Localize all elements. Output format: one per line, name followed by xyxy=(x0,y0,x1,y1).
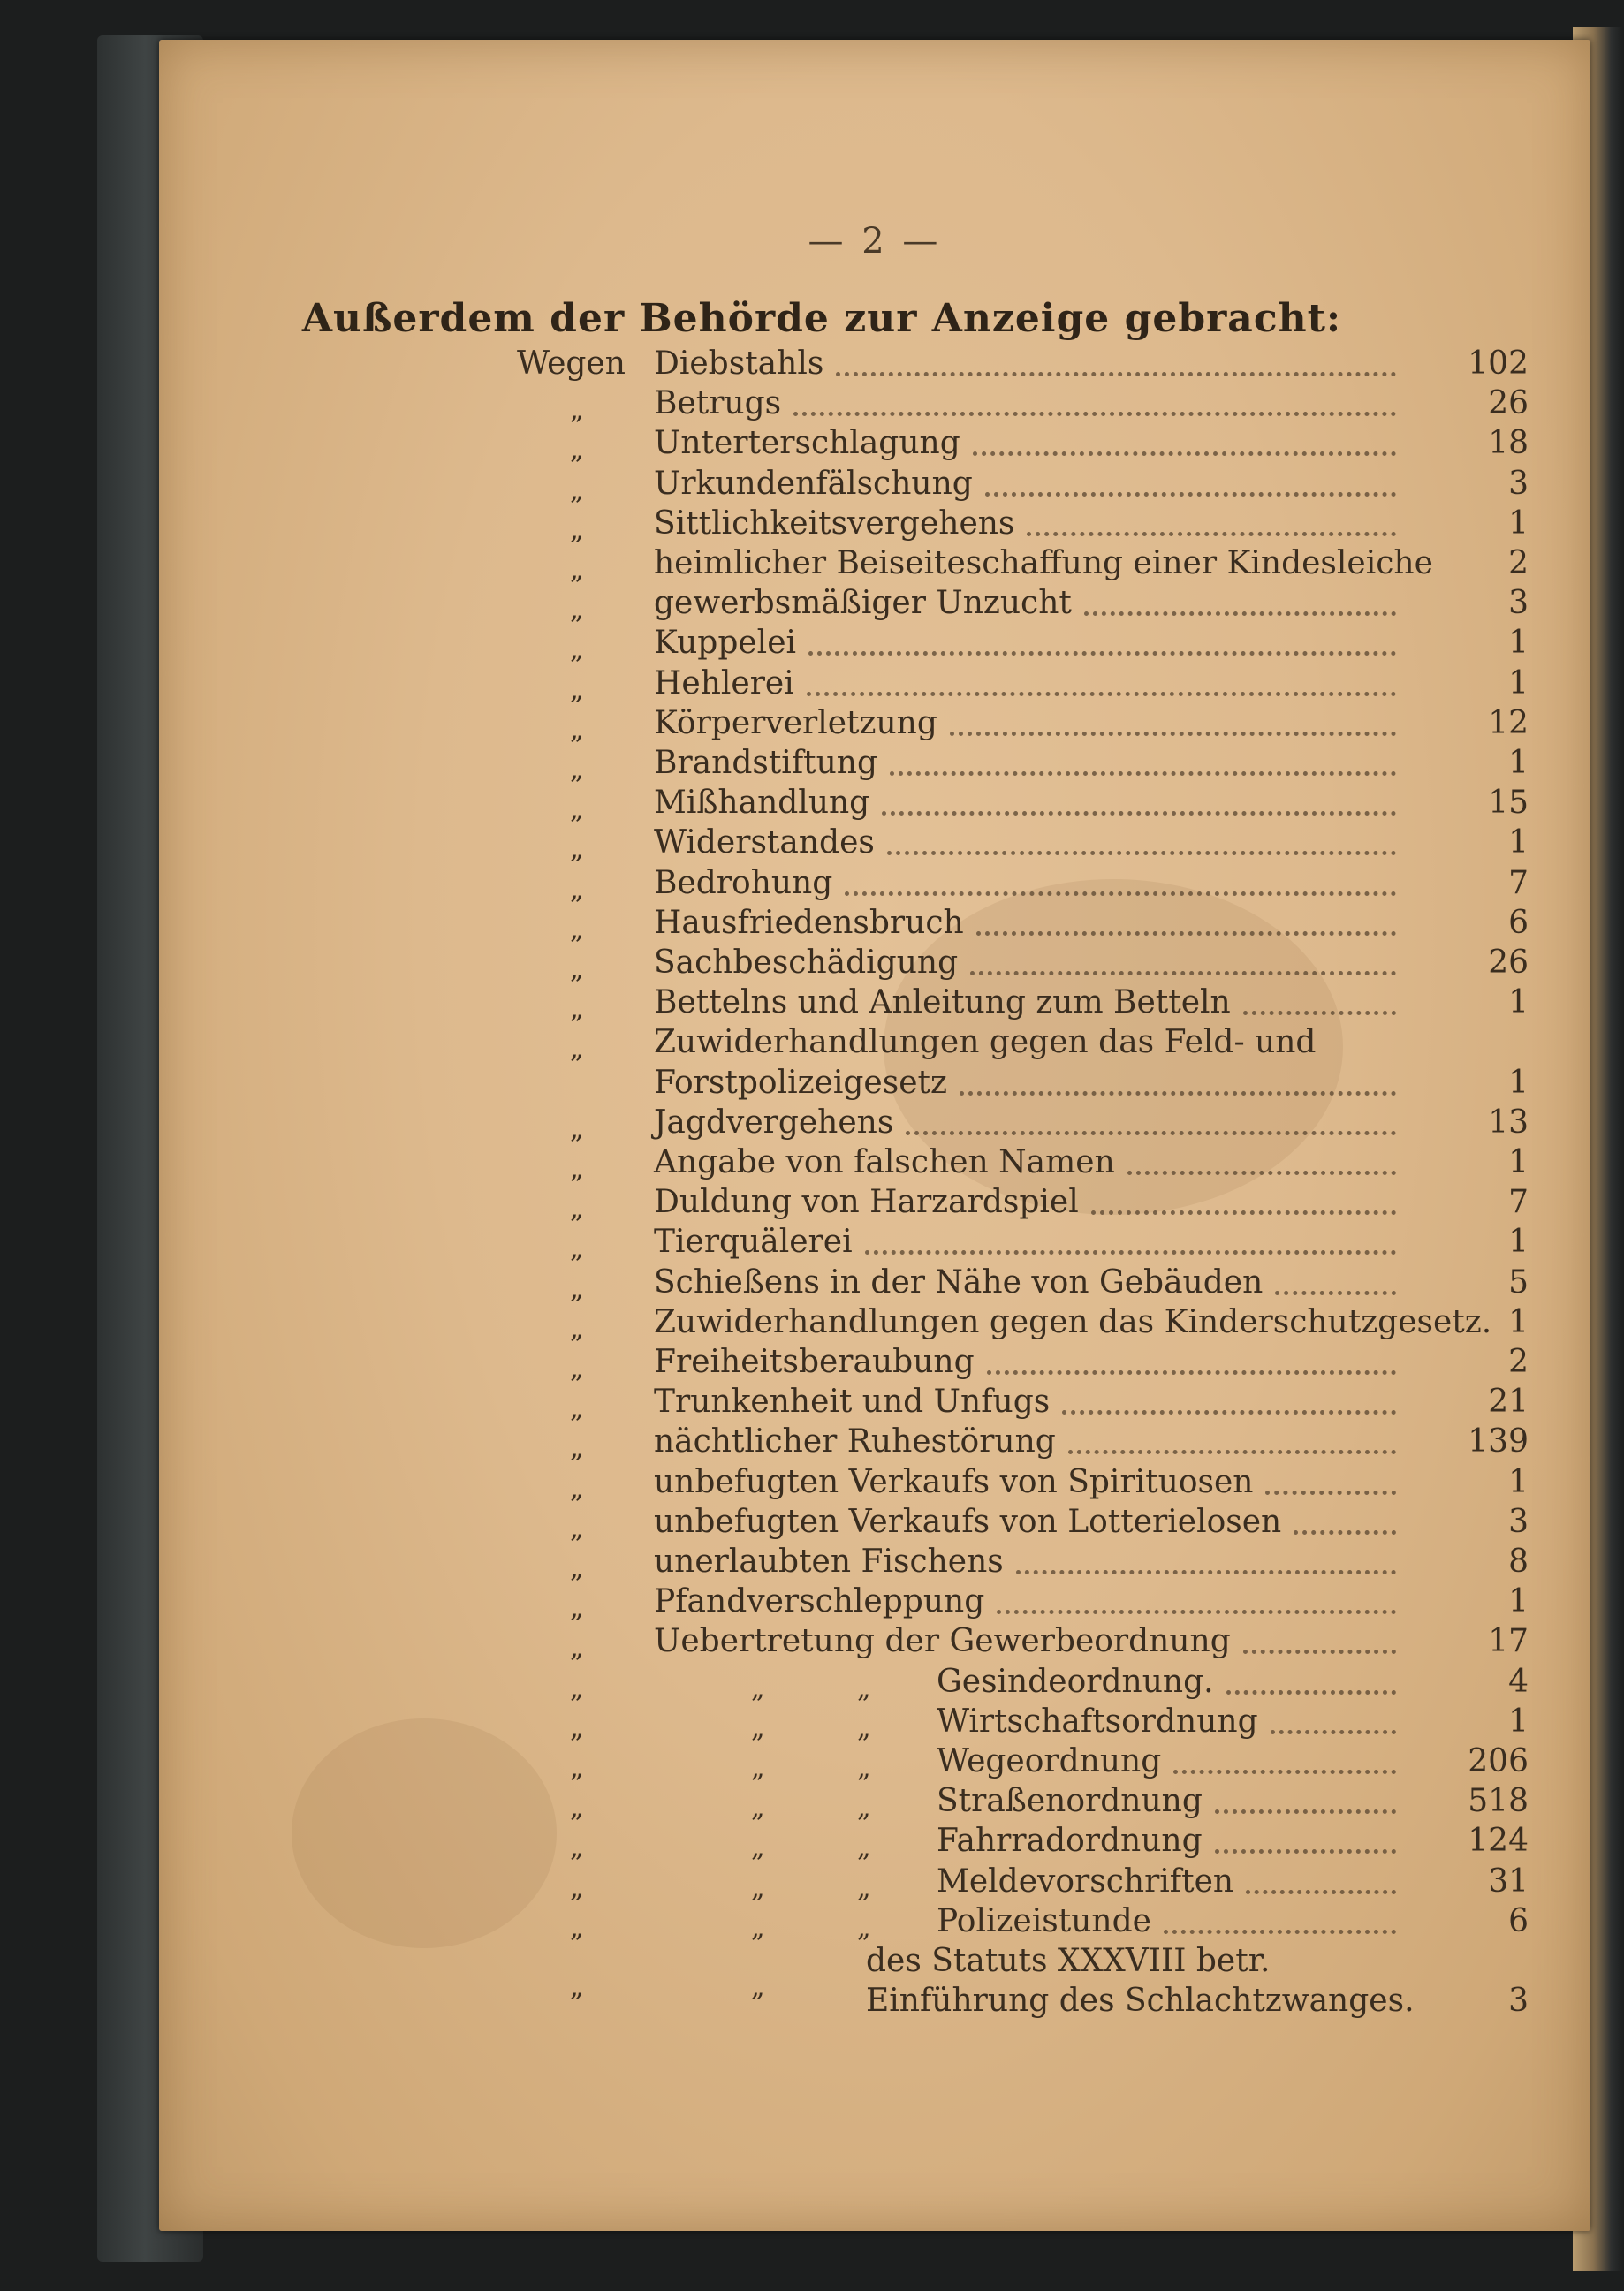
count-value: 1 xyxy=(1508,1703,1529,1740)
offense-label: Trunkenheit und Unfugs xyxy=(654,1384,1051,1421)
ditto-mark: „ xyxy=(751,1712,765,1744)
count-value: 5 xyxy=(1508,1263,1529,1301)
ordinance-label: Meldevorschriften xyxy=(937,1862,1234,1900)
dot-leader xyxy=(985,458,1396,497)
ditto-mark: „ xyxy=(570,714,584,746)
offense-label: Sachbeschädigung xyxy=(654,944,959,981)
count-value: 3 xyxy=(1508,585,1529,622)
dot-leader xyxy=(807,657,1396,696)
ditto-mark: „ xyxy=(570,1673,584,1704)
page-heading: Außerdem der Behörde zur Anzeige gebracht: xyxy=(301,296,1342,341)
dot-leader xyxy=(1173,1735,1396,1774)
dot-leader xyxy=(1215,1815,1396,1854)
count-value: 1 xyxy=(1508,745,1529,781)
ditto-mark: „ xyxy=(570,1513,584,1544)
offense-label: Hausfriedensbruch xyxy=(654,904,964,941)
ditto-mark: „ xyxy=(570,755,584,785)
ditto-mark: „ xyxy=(857,1673,871,1704)
offense-label: Bedrohung xyxy=(654,864,833,901)
count-value: 3 xyxy=(1508,465,1529,502)
ditto-mark: „ xyxy=(570,555,584,586)
dot-leader xyxy=(1027,497,1396,536)
count-value: 7 xyxy=(1508,864,1529,901)
dot-leader xyxy=(1084,577,1396,616)
dot-leader xyxy=(987,1336,1396,1375)
dot-leader xyxy=(1246,1855,1396,1894)
count-value: 1 xyxy=(1508,504,1529,542)
ditto-mark: „ xyxy=(570,1553,584,1584)
count-value: 21 xyxy=(1488,1384,1529,1421)
ditto-mark: „ xyxy=(751,1972,765,2003)
offense-label: Zuwiderhandlungen gegen das Kinderschutzgesetz. xyxy=(654,1303,1492,1340)
count-value: 4 xyxy=(1508,1663,1529,1700)
ditto-mark: „ xyxy=(570,1832,584,1864)
dot-leader xyxy=(906,1096,1396,1135)
count-value: 18 xyxy=(1488,425,1529,462)
count-value: 1 xyxy=(1508,1064,1529,1101)
offense-label-continued: Forstpolizeigesetz xyxy=(654,1064,947,1101)
offense-label: Betrugs xyxy=(654,385,782,422)
count-value: 2 xyxy=(1508,1344,1529,1380)
ditto-mark: „ xyxy=(751,1832,765,1864)
dot-leader xyxy=(973,417,1396,456)
offense-label: Mißhandlung xyxy=(654,785,870,822)
ditto-mark: „ xyxy=(570,1354,584,1384)
dot-leader xyxy=(997,1575,1396,1614)
ditto-mark: „ xyxy=(570,435,584,467)
page-number: — 2 — xyxy=(808,221,942,262)
ditto-mark: „ xyxy=(570,674,584,706)
offense-label: Jagdvergehens xyxy=(654,1104,894,1141)
dot-leader xyxy=(1294,1496,1396,1535)
offense-label: Sittlichkeitsvergehens xyxy=(654,504,1015,542)
count-value: 206 xyxy=(1468,1743,1529,1779)
dot-leader xyxy=(1091,1176,1396,1215)
offense-label: Pfandverschleppung xyxy=(654,1583,985,1620)
count-value: 8 xyxy=(1508,1544,1529,1580)
dot-leader xyxy=(960,1057,1396,1096)
ditto-mark: „ xyxy=(570,1154,584,1185)
ditto-mark: „ xyxy=(570,1712,584,1744)
count-value: 13 xyxy=(1488,1104,1529,1141)
offense-label: Widerstandes xyxy=(654,824,875,861)
offense-label: Brandstiftung xyxy=(654,745,878,781)
ditto-mark: „ xyxy=(857,1793,871,1824)
dot-leader xyxy=(1243,976,1396,1015)
ditto-mark: „ xyxy=(857,1753,871,1784)
offense-label: gewerbsmäßiger Unzucht xyxy=(654,585,1072,622)
dot-leader xyxy=(1062,1376,1396,1415)
dot-leader xyxy=(950,697,1396,736)
ditto-mark: „ xyxy=(570,1233,584,1265)
offense-label: unbefugten Verkaufs von Spirituosen xyxy=(654,1463,1254,1500)
offense-label: Duldung von Harzardspiel xyxy=(654,1184,1079,1221)
count-value: 2 xyxy=(1508,545,1529,581)
count-value: 7 xyxy=(1508,1184,1529,1221)
dot-leader xyxy=(865,1216,1396,1255)
ditto-mark: „ xyxy=(570,1273,584,1305)
offense-label: Schießens in der Nähe von Gebäuden xyxy=(654,1263,1264,1301)
row-prefix: Wegen xyxy=(517,345,626,382)
ditto-mark: „ xyxy=(751,1793,765,1824)
ditto-mark: „ xyxy=(570,994,584,1026)
ditto-mark: „ xyxy=(570,834,584,866)
ditto-mark: „ xyxy=(570,634,584,666)
ditto-mark: „ xyxy=(570,1972,584,2003)
ditto-mark: „ xyxy=(570,1593,584,1625)
ditto-mark: „ xyxy=(570,1633,584,1665)
ditto-mark: „ xyxy=(570,1393,584,1425)
offense-label: Urkundenfälschung xyxy=(654,465,973,502)
dot-leader xyxy=(1271,1695,1396,1734)
dot-leader xyxy=(836,338,1396,376)
count-value: 1 xyxy=(1508,1303,1529,1340)
offense-label: Kuppelei xyxy=(654,625,797,662)
ditto-mark: „ xyxy=(570,1473,584,1505)
dot-leader xyxy=(887,816,1396,855)
dot-leader xyxy=(976,897,1396,936)
offense-label: Hehlerei xyxy=(654,664,794,702)
ordinance-label: Wegeordnung xyxy=(937,1743,1162,1779)
count-value: 1 xyxy=(1508,1224,1529,1261)
dot-leader xyxy=(970,937,1396,975)
dot-leader xyxy=(1215,1775,1396,1814)
ditto-mark: „ xyxy=(570,1912,584,1944)
count-value: 124 xyxy=(1468,1823,1529,1860)
offense-label: Freiheitsberaubung xyxy=(654,1344,975,1380)
offense-label: unerlaubten Fischens xyxy=(654,1544,1004,1580)
dot-leader xyxy=(1275,1256,1396,1295)
count-value: 31 xyxy=(1488,1862,1529,1900)
offense-label: Zuwiderhandlungen gegen das Feld- und xyxy=(654,1024,1317,1061)
ditto-mark: „ xyxy=(570,914,584,945)
ditto-mark: „ xyxy=(570,1793,584,1824)
count-value: 1 xyxy=(1508,984,1529,1021)
count-value: 1 xyxy=(1508,625,1529,662)
offense-label: heimlicher Beiseiteschaffung einer Kindesleiche xyxy=(654,545,1433,581)
offense-label: Bettelns und Anleitung zum Betteln xyxy=(654,984,1231,1021)
dot-leader xyxy=(1016,1536,1396,1574)
offense-label: unbefugten Verkaufs von Lotterielosen xyxy=(654,1503,1282,1540)
dot-leader xyxy=(1243,1615,1396,1654)
ditto-mark: „ xyxy=(570,874,584,906)
ditto-mark: „ xyxy=(857,1832,871,1864)
count-value: 17 xyxy=(1488,1623,1529,1660)
statut-label-continued: Einführung des Schlachtzwanges. xyxy=(866,1983,1415,2020)
offense-label: Diebstahls xyxy=(654,345,824,382)
count-value: 6 xyxy=(1508,1902,1529,1939)
dot-leader xyxy=(1068,1415,1396,1454)
offense-label: Körperverletzung xyxy=(654,704,937,741)
ordinance-label: Gesindeordnung. xyxy=(937,1663,1214,1700)
statut-label: des Statuts XXXVIII betr. xyxy=(866,1943,1271,1979)
offense-label: Unterterschlagung xyxy=(654,425,960,462)
ditto-mark: „ xyxy=(570,954,584,985)
dot-leader xyxy=(793,377,1396,416)
ordinance-label: Polizeistunde xyxy=(937,1902,1151,1939)
ditto-mark: „ xyxy=(570,1113,584,1145)
ditto-mark: „ xyxy=(857,1712,871,1744)
ditto-mark: „ xyxy=(570,395,584,427)
dot-leader xyxy=(1226,1656,1396,1695)
ditto-mark: „ xyxy=(570,1194,584,1225)
ordinance-label: Straßenordnung xyxy=(937,1783,1203,1820)
count-value: 12 xyxy=(1488,704,1529,741)
ditto-mark: „ xyxy=(570,514,584,546)
ditto-mark: „ xyxy=(570,794,584,826)
dot-leader xyxy=(890,737,1396,776)
dot-leader xyxy=(808,617,1396,656)
count-value: 15 xyxy=(1488,785,1529,822)
ditto-mark: „ xyxy=(857,1872,871,1904)
ditto-mark: „ xyxy=(570,1313,584,1345)
ditto-mark: „ xyxy=(570,1872,584,1904)
ditto-mark: „ xyxy=(570,1433,584,1465)
ordinance-label: Wirtschaftsordnung xyxy=(937,1703,1258,1740)
offense-label: Tierquälerei xyxy=(654,1224,853,1261)
ditto-mark: „ xyxy=(751,1872,765,1904)
count-value: 102 xyxy=(1468,345,1529,382)
offense-list xyxy=(159,40,1590,2231)
offense-label: Angabe von falschen Namen xyxy=(654,1144,1115,1180)
count-value: 1 xyxy=(1508,1463,1529,1500)
ordinance-label: Fahrradordnung xyxy=(937,1823,1203,1860)
ditto-mark: „ xyxy=(751,1673,765,1704)
count-value: 26 xyxy=(1488,944,1529,981)
count-value: 3 xyxy=(1508,1983,1529,2020)
count-value: 1 xyxy=(1508,824,1529,861)
count-value: 1 xyxy=(1508,1144,1529,1180)
ditto-mark: „ xyxy=(751,1912,765,1944)
ditto-mark: „ xyxy=(857,1912,871,1944)
ditto-mark: „ xyxy=(570,1753,584,1784)
count-value: 3 xyxy=(1508,1503,1529,1540)
count-value: 518 xyxy=(1468,1783,1529,1820)
count-value: 6 xyxy=(1508,904,1529,941)
dot-leader xyxy=(1164,1895,1396,1934)
count-value: 26 xyxy=(1488,385,1529,422)
count-value: 1 xyxy=(1508,664,1529,702)
document-page xyxy=(159,40,1590,2231)
dot-leader xyxy=(1127,1136,1396,1175)
ditto-mark: „ xyxy=(570,595,584,626)
dot-leader xyxy=(882,777,1396,816)
dot-leader xyxy=(845,857,1396,896)
count-value: 1 xyxy=(1508,1583,1529,1620)
ditto-mark: „ xyxy=(570,474,584,506)
ditto-mark: „ xyxy=(751,1753,765,1784)
ditto-mark: „ xyxy=(570,1034,584,1066)
count-value: 139 xyxy=(1468,1423,1529,1460)
offense-label: nächtlicher Ruhestörung xyxy=(654,1423,1056,1460)
offense-label: Uebertretung der Gewerbeordnung xyxy=(654,1623,1231,1660)
dot-leader xyxy=(1265,1456,1396,1495)
